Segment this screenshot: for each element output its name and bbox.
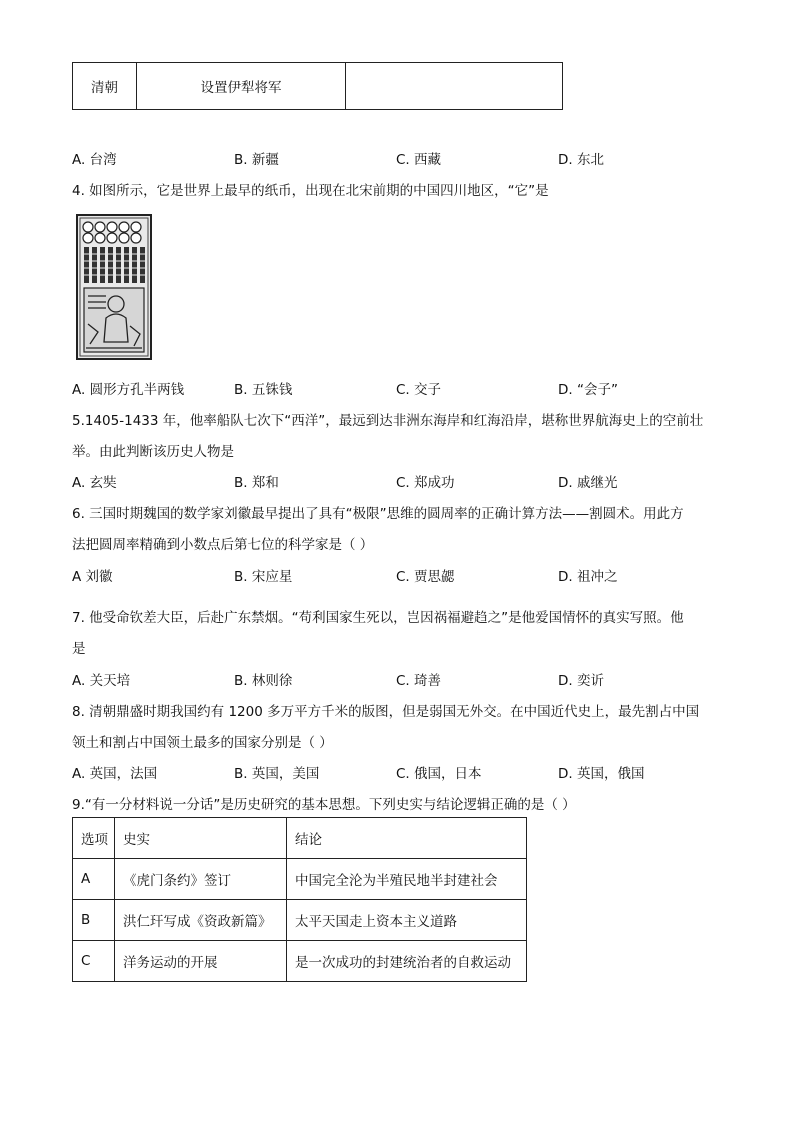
q3-option-d: D. 东北 <box>558 152 604 168</box>
q5-stem-line2: 举。由此判断该历史人物是 <box>72 444 234 460</box>
q4-option-d: D. “会子” <box>558 382 618 398</box>
table-cell: 《虎门条约》签订 <box>115 859 287 900</box>
q5-stem-line1: 5.1405-1433 年，他率船队七次下“西洋”，最远到达非洲东海岸和红海沿岸，堪称世界航海史上的空前壮 <box>72 413 704 429</box>
q7-option-b: B. 林则徐 <box>234 673 293 689</box>
header-cell: 结论 <box>287 818 527 859</box>
table-cell: 设置伊犁将军 <box>137 63 346 110</box>
q8-option-a: A. 英国，法国 <box>72 766 158 782</box>
table-row <box>73 900 527 941</box>
q7-stem-line2: 是 <box>72 641 86 657</box>
table-cell: 是一次成功的封建统治者的自救运动 <box>287 941 527 982</box>
header-cell: 史实 <box>115 818 287 859</box>
q6-stem-line1: 6. 三国时期魏国的数学家刘徽最早提出了具有“极限”思维的圆周率的正确计算方法——割圆术。用此方 <box>72 506 684 522</box>
table-header-row <box>73 818 527 859</box>
table-cell: 清朝 <box>73 63 137 110</box>
q4-option-a: A. 圆形方孔半两钱 <box>72 382 185 398</box>
q9-stem: 9.“有一分材料说一分话”是历史研究的基本思想。下列史实与结论逻辑正确的是（ ） <box>72 797 576 813</box>
header-cell: 选项 <box>73 818 115 859</box>
table-cell <box>346 63 563 110</box>
q8-stem-line2: 领土和割占中国领土最多的国家分别是（ ） <box>72 735 333 751</box>
table-row <box>73 941 527 982</box>
q3-option-b: B. 新疆 <box>234 152 279 168</box>
q9-table <box>72 817 527 982</box>
table-cell: C <box>73 941 115 982</box>
dynasty-table <box>72 62 563 110</box>
q6-option-a: A 刘徽 <box>72 569 113 585</box>
q7-option-d: D. 奕䜣 <box>558 673 604 689</box>
q8-option-c: C. 俄国，日本 <box>396 766 482 782</box>
q8-option-d: D. 英国，俄国 <box>558 766 645 782</box>
q3-option-a: A. 台湾 <box>72 152 117 168</box>
table-row <box>73 63 563 110</box>
q5-option-b: B. 郑和 <box>234 475 279 491</box>
q8-stem-line1: 8. 清朝鼎盛时期我国约有 1200 多万平方千米的版图，但是弱国无外交。在中国近代史上，最先割占中国 <box>72 704 700 720</box>
q5-option-d: D. 戚继光 <box>558 475 618 491</box>
q5-option-c: C. 郑成功 <box>396 475 455 491</box>
q6-stem-line2: 法把圆周率精确到小数点后第七位的科学家是（ ） <box>72 537 374 553</box>
jiaozi-banknote-image <box>76 214 152 360</box>
q7-option-a: A. 关天培 <box>72 673 131 689</box>
table-row <box>73 859 527 900</box>
table-cell: A <box>73 859 115 900</box>
table-cell: 洋务运动的开展 <box>115 941 287 982</box>
q3-option-c: C. 西藏 <box>396 152 442 168</box>
table-cell: 洪仁玕写成《资政新篇》 <box>115 900 287 941</box>
q4-option-b: B. 五铢钱 <box>234 382 293 398</box>
q7-stem-line1: 7. 他受命钦差大臣，后赴广东禁烟。“苟利国家生死以，岂因祸福避趋之”是他爱国情怀的真实写照。他 <box>72 610 684 626</box>
q7-option-c: C. 琦善 <box>396 673 442 689</box>
q5-option-a: A. 玄奘 <box>72 475 117 491</box>
q6-option-d: D. 祖冲之 <box>558 569 618 585</box>
table-cell: 太平天国走上资本主义道路 <box>287 900 527 941</box>
q8-option-b: B. 英国，美国 <box>234 766 320 782</box>
table-cell: B <box>73 900 115 941</box>
q4-stem: 4. 如图所示，它是世界上最早的纸币，出现在北宋前期的中国四川地区，“它”是 <box>72 183 549 199</box>
q4-option-c: C. 交子 <box>396 382 442 398</box>
q6-option-c: C. 贾思勰 <box>396 569 455 585</box>
q6-option-b: B. 宋应星 <box>234 569 293 585</box>
table-cell: 中国完全沦为半殖民地半封建社会 <box>287 859 527 900</box>
